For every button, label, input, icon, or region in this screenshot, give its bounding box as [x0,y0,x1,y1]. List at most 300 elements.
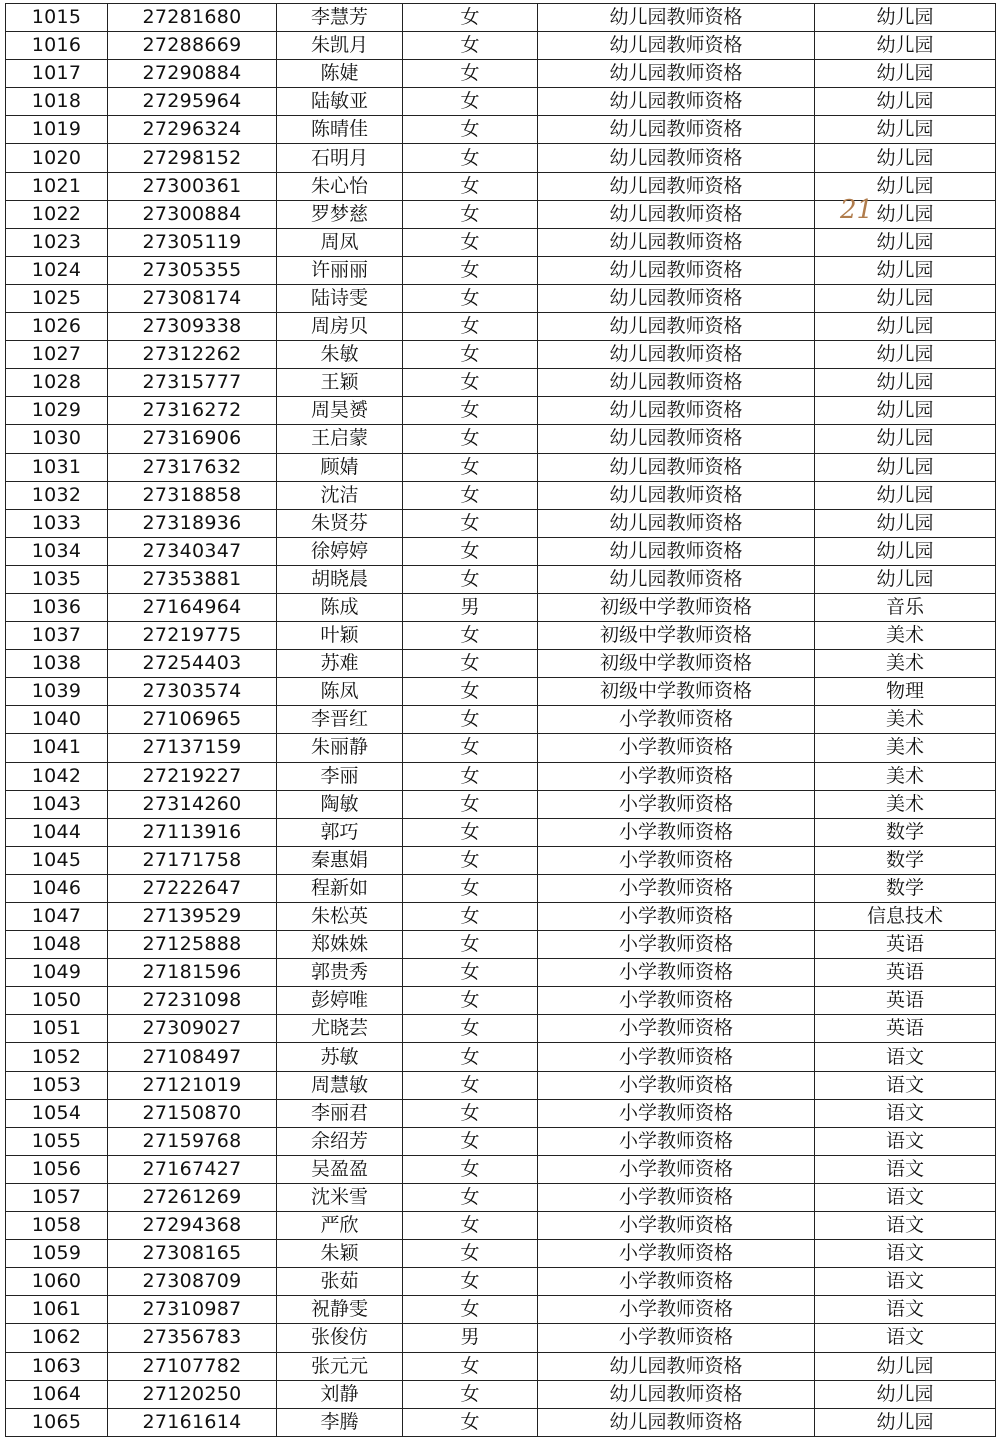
qualification-cell: 幼儿园教师资格 [538,256,815,284]
qualification-cell: 初级中学教师资格 [538,678,815,706]
name-cell: 苏敏 [277,1043,403,1071]
name-cell: 陈婕 [277,60,403,88]
exam-id-cell: 27314260 [108,790,277,818]
qualification-cell: 幼儿园教师资格 [538,172,815,200]
serial-cell: 1053 [6,1071,108,1099]
qualification-cell: 小学教师资格 [538,1071,815,1099]
gender-cell: 女 [403,987,538,1015]
name-cell: 陈凤 [277,678,403,706]
gender-cell: 女 [403,874,538,902]
serial-cell: 1049 [6,959,108,987]
table-row [6,1071,996,1099]
gender-cell: 女 [403,144,538,172]
exam-id-cell: 27167427 [108,1155,277,1183]
table-row [6,369,996,397]
table-row [6,1240,996,1268]
gender-cell: 女 [403,172,538,200]
subject-cell: 幼儿园 [815,1352,996,1380]
name-cell: 彭婷唯 [277,987,403,1015]
exam-id-cell: 27290884 [108,60,277,88]
subject-cell: 语文 [815,1127,996,1155]
serial-cell: 1054 [6,1099,108,1127]
qualification-cell: 幼儿园教师资格 [538,1408,815,1436]
table-row [6,818,996,846]
gender-cell: 女 [403,425,538,453]
subject-cell: 美术 [815,706,996,734]
table-row [6,565,996,593]
serial-cell: 1016 [6,32,108,60]
serial-cell: 1022 [6,200,108,228]
exam-id-cell: 27219775 [108,622,277,650]
table-row [6,144,996,172]
table-row [6,397,996,425]
serial-cell: 1024 [6,256,108,284]
serial-cell: 1047 [6,903,108,931]
name-cell: 尤晓芸 [277,1015,403,1043]
name-cell: 陆敏亚 [277,88,403,116]
exam-id-cell: 27254403 [108,650,277,678]
serial-cell: 1025 [6,284,108,312]
name-cell: 李丽 [277,762,403,790]
subject-cell: 幼儿园 [815,453,996,481]
name-cell: 祝静雯 [277,1296,403,1324]
gender-cell: 女 [403,369,538,397]
exam-id-cell: 27318858 [108,481,277,509]
name-cell: 陶敏 [277,790,403,818]
exam-id-cell: 27171758 [108,846,277,874]
subject-cell: 幼儿园 [815,313,996,341]
exam-id-cell: 27309338 [108,313,277,341]
exam-id-cell: 27113916 [108,818,277,846]
table-row [6,88,996,116]
qualification-cell: 幼儿园教师资格 [538,509,815,537]
qualification-cell: 小学教师资格 [538,1155,815,1183]
table-row [6,453,996,481]
subject-cell: 语文 [815,1268,996,1296]
exam-id-cell: 27308174 [108,284,277,312]
subject-cell: 英语 [815,1015,996,1043]
table-row [6,537,996,565]
exam-id-cell: 27125888 [108,931,277,959]
subject-cell: 语文 [815,1183,996,1211]
gender-cell: 女 [403,256,538,284]
subject-cell: 美术 [815,762,996,790]
gender-cell: 女 [403,60,538,88]
name-cell: 胡晓晨 [277,565,403,593]
serial-cell: 1051 [6,1015,108,1043]
subject-cell: 幼儿园 [815,341,996,369]
name-cell: 秦惠娟 [277,846,403,874]
roster-body [6,4,996,1437]
subject-cell: 幼儿园 [815,537,996,565]
serial-cell: 1045 [6,846,108,874]
name-cell: 张元元 [277,1352,403,1380]
name-cell: 周慧敏 [277,1071,403,1099]
subject-cell: 英语 [815,931,996,959]
gender-cell: 女 [403,565,538,593]
subject-cell: 美术 [815,734,996,762]
serial-cell: 1057 [6,1183,108,1211]
name-cell: 苏难 [277,650,403,678]
table-row [6,1183,996,1211]
serial-cell: 1015 [6,4,108,32]
gender-cell: 女 [403,1408,538,1436]
name-cell: 李腾 [277,1408,403,1436]
exam-id-cell: 27294368 [108,1212,277,1240]
gender-cell: 女 [403,1071,538,1099]
exam-id-cell: 27303574 [108,678,277,706]
serial-cell: 1028 [6,369,108,397]
gender-cell: 女 [403,1043,538,1071]
exam-id-cell: 27315777 [108,369,277,397]
name-cell: 朱松英 [277,903,403,931]
subject-cell: 幼儿园 [815,1380,996,1408]
exam-id-cell: 27181596 [108,959,277,987]
table-row [6,874,996,902]
name-cell: 李丽君 [277,1099,403,1127]
subject-cell: 语文 [815,1043,996,1071]
gender-cell: 女 [403,1183,538,1211]
subject-cell: 语文 [815,1212,996,1240]
exam-id-cell: 27356783 [108,1324,277,1352]
gender-cell: 女 [403,650,538,678]
qualification-cell: 小学教师资格 [538,706,815,734]
gender-cell: 女 [403,622,538,650]
exam-id-cell: 27312262 [108,341,277,369]
serial-cell: 1040 [6,706,108,734]
serial-cell: 1041 [6,734,108,762]
gender-cell: 女 [403,453,538,481]
subject-cell: 幼儿园 [815,32,996,60]
exam-id-cell: 27164964 [108,593,277,621]
exam-id-cell: 27159768 [108,1127,277,1155]
exam-id-cell: 27340347 [108,537,277,565]
qualification-cell: 初级中学教师资格 [538,593,815,621]
qualification-cell: 幼儿园教师资格 [538,369,815,397]
name-cell: 张俊仿 [277,1324,403,1352]
table-row [6,622,996,650]
qualification-cell: 小学教师资格 [538,987,815,1015]
serial-cell: 1029 [6,397,108,425]
table-row [6,959,996,987]
serial-cell: 1044 [6,818,108,846]
table-row [6,1352,996,1380]
gender-cell: 女 [403,88,538,116]
exam-id-cell: 27296324 [108,116,277,144]
serial-cell: 1064 [6,1380,108,1408]
name-cell: 沈米雪 [277,1183,403,1211]
name-cell: 刘静 [277,1380,403,1408]
name-cell: 李晋红 [277,706,403,734]
name-cell: 朱敏 [277,341,403,369]
name-cell: 沈洁 [277,481,403,509]
serial-cell: 1055 [6,1127,108,1155]
qualification-cell: 幼儿园教师资格 [538,313,815,341]
subject-cell: 幼儿园 [815,116,996,144]
serial-cell: 1023 [6,228,108,256]
table-row [6,593,996,621]
gender-cell: 女 [403,1352,538,1380]
qualification-cell: 小学教师资格 [538,762,815,790]
serial-cell: 1034 [6,537,108,565]
serial-cell: 1058 [6,1212,108,1240]
qualification-cell: 幼儿园教师资格 [538,116,815,144]
gender-cell: 女 [403,1240,538,1268]
table-row [6,313,996,341]
roster-table [5,3,996,1437]
qualification-cell: 小学教师资格 [538,1268,815,1296]
serial-cell: 1048 [6,931,108,959]
subject-cell: 语文 [815,1324,996,1352]
table-row [6,790,996,818]
subject-cell: 幼儿园 [815,509,996,537]
subject-cell: 数学 [815,874,996,902]
serial-cell: 1063 [6,1352,108,1380]
gender-cell: 女 [403,313,538,341]
qualification-cell: 幼儿园教师资格 [538,60,815,88]
serial-cell: 1018 [6,88,108,116]
qualification-cell: 幼儿园教师资格 [538,200,815,228]
gender-cell: 女 [403,762,538,790]
name-cell: 李慧芳 [277,4,403,32]
table-row [6,734,996,762]
name-cell: 周昊赟 [277,397,403,425]
name-cell: 朱心怡 [277,172,403,200]
name-cell: 顾婧 [277,453,403,481]
table-row [6,509,996,537]
table-row [6,228,996,256]
serial-cell: 1027 [6,341,108,369]
table-row [6,1155,996,1183]
name-cell: 陈晴佳 [277,116,403,144]
qualification-cell: 幼儿园教师资格 [538,341,815,369]
gender-cell: 女 [403,1015,538,1043]
serial-cell: 1031 [6,453,108,481]
gender-cell: 女 [403,818,538,846]
table-row [6,32,996,60]
qualification-cell: 小学教师资格 [538,959,815,987]
qualification-cell: 小学教师资格 [538,1240,815,1268]
gender-cell: 男 [403,1324,538,1352]
gender-cell: 女 [403,959,538,987]
exam-id-cell: 27219227 [108,762,277,790]
name-cell: 朱颖 [277,1240,403,1268]
qualification-cell: 幼儿园教师资格 [538,32,815,60]
qualification-cell: 幼儿园教师资格 [538,565,815,593]
gender-cell: 女 [403,4,538,32]
serial-cell: 1062 [6,1324,108,1352]
name-cell: 郑姝姝 [277,931,403,959]
name-cell: 余绍芳 [277,1127,403,1155]
gender-cell: 女 [403,678,538,706]
qualification-cell: 小学教师资格 [538,1183,815,1211]
qualification-cell: 幼儿园教师资格 [538,284,815,312]
gender-cell: 女 [403,903,538,931]
qualification-cell: 幼儿园教师资格 [538,1380,815,1408]
exam-id-cell: 27295964 [108,88,277,116]
exam-id-cell: 27298152 [108,144,277,172]
gender-cell: 女 [403,481,538,509]
table-row [6,4,996,32]
subject-cell: 数学 [815,818,996,846]
qualification-cell: 小学教师资格 [538,931,815,959]
serial-cell: 1037 [6,622,108,650]
serial-cell: 1065 [6,1408,108,1436]
name-cell: 朱贤芬 [277,509,403,537]
table-row [6,284,996,312]
serial-cell: 1035 [6,565,108,593]
exam-id-cell: 27106965 [108,706,277,734]
qualification-cell: 小学教师资格 [538,1296,815,1324]
exam-id-cell: 27222647 [108,874,277,902]
subject-cell: 语文 [815,1155,996,1183]
table-row [6,987,996,1015]
gender-cell: 女 [403,1268,538,1296]
subject-cell: 语文 [815,1296,996,1324]
table-row [6,172,996,200]
exam-id-cell: 27137159 [108,734,277,762]
subject-cell: 美术 [815,622,996,650]
name-cell: 郭巧 [277,818,403,846]
gender-cell: 女 [403,1099,538,1127]
serial-cell: 1033 [6,509,108,537]
serial-cell: 1061 [6,1296,108,1324]
table-row [6,903,996,931]
table-row [6,116,996,144]
name-cell: 徐婷婷 [277,537,403,565]
subject-cell: 幼儿园 [815,481,996,509]
gender-cell: 女 [403,1296,538,1324]
table-row [6,1043,996,1071]
table-row [6,256,996,284]
qualification-cell: 幼儿园教师资格 [538,1352,815,1380]
gender-cell: 女 [403,200,538,228]
subject-cell: 幼儿园 [815,4,996,32]
serial-cell: 1032 [6,481,108,509]
name-cell: 张茹 [277,1268,403,1296]
table-row [6,846,996,874]
table-row [6,1268,996,1296]
subject-cell: 幼儿园 [815,425,996,453]
table-row [6,1380,996,1408]
gender-cell: 女 [403,341,538,369]
name-cell: 许丽丽 [277,256,403,284]
exam-id-cell: 27150870 [108,1099,277,1127]
table-row [6,200,996,228]
exam-id-cell: 27300884 [108,200,277,228]
qualification-cell: 幼儿园教师资格 [538,4,815,32]
table-row [6,1015,996,1043]
qualification-cell: 小学教师资格 [538,903,815,931]
qualification-cell: 幼儿园教师资格 [538,228,815,256]
serial-cell: 1026 [6,313,108,341]
exam-id-cell: 27316906 [108,425,277,453]
exam-id-cell: 27305355 [108,256,277,284]
qualification-cell: 小学教师资格 [538,790,815,818]
qualification-cell: 小学教师资格 [538,846,815,874]
name-cell: 叶颖 [277,622,403,650]
exam-id-cell: 27281680 [108,4,277,32]
subject-cell: 幼儿园 [815,397,996,425]
name-cell: 朱丽静 [277,734,403,762]
serial-cell: 1046 [6,874,108,902]
qualification-cell: 幼儿园教师资格 [538,88,815,116]
qualification-cell: 幼儿园教师资格 [538,425,815,453]
serial-cell: 1059 [6,1240,108,1268]
serial-cell: 1030 [6,425,108,453]
qualification-cell: 小学教师资格 [538,1043,815,1071]
subject-cell: 信息技术 [815,903,996,931]
qualification-cell: 初级中学教师资格 [538,622,815,650]
name-cell: 石明月 [277,144,403,172]
gender-cell: 女 [403,537,538,565]
subject-cell: 语文 [815,1071,996,1099]
exam-id-cell: 27310987 [108,1296,277,1324]
exam-id-cell: 27261269 [108,1183,277,1211]
qualification-cell: 幼儿园教师资格 [538,481,815,509]
gender-cell: 女 [403,790,538,818]
name-cell: 严欣 [277,1212,403,1240]
serial-cell: 1042 [6,762,108,790]
subject-cell: 幼儿园 [815,256,996,284]
qualification-cell: 幼儿园教师资格 [538,144,815,172]
subject-cell: 语文 [815,1240,996,1268]
name-cell: 郭贵秀 [277,959,403,987]
qualification-cell: 小学教师资格 [538,734,815,762]
name-cell: 程新如 [277,874,403,902]
table-row [6,1296,996,1324]
table-row [6,60,996,88]
gender-cell: 女 [403,1212,538,1240]
serial-cell: 1050 [6,987,108,1015]
serial-cell: 1060 [6,1268,108,1296]
gender-cell: 女 [403,846,538,874]
table-row [6,341,996,369]
subject-cell: 幼儿园 [815,144,996,172]
name-cell: 陈成 [277,593,403,621]
subject-cell: 美术 [815,790,996,818]
serial-cell: 1043 [6,790,108,818]
table-row [6,1324,996,1352]
name-cell: 罗梦慈 [277,200,403,228]
exam-id-cell: 27120250 [108,1380,277,1408]
qualification-cell: 小学教师资格 [538,1015,815,1043]
subject-cell: 幼儿园 [815,369,996,397]
name-cell: 周房贝 [277,313,403,341]
gender-cell: 女 [403,228,538,256]
subject-cell: 幼儿园 [815,565,996,593]
table-row [6,1408,996,1436]
exam-id-cell: 27300361 [108,172,277,200]
gender-cell: 女 [403,734,538,762]
serial-cell: 1017 [6,60,108,88]
exam-id-cell: 27139529 [108,903,277,931]
gender-cell: 女 [403,32,538,60]
exam-id-cell: 27305119 [108,228,277,256]
exam-id-cell: 27309027 [108,1015,277,1043]
qualification-cell: 幼儿园教师资格 [538,537,815,565]
table-row [6,762,996,790]
subject-cell: 幼儿园 [815,228,996,256]
subject-cell: 语文 [815,1099,996,1127]
gender-cell: 女 [403,509,538,537]
gender-cell: 女 [403,1155,538,1183]
name-cell: 周凤 [277,228,403,256]
gender-cell: 女 [403,1127,538,1155]
name-cell: 陆诗雯 [277,284,403,312]
table-row [6,706,996,734]
exam-id-cell: 27317632 [108,453,277,481]
